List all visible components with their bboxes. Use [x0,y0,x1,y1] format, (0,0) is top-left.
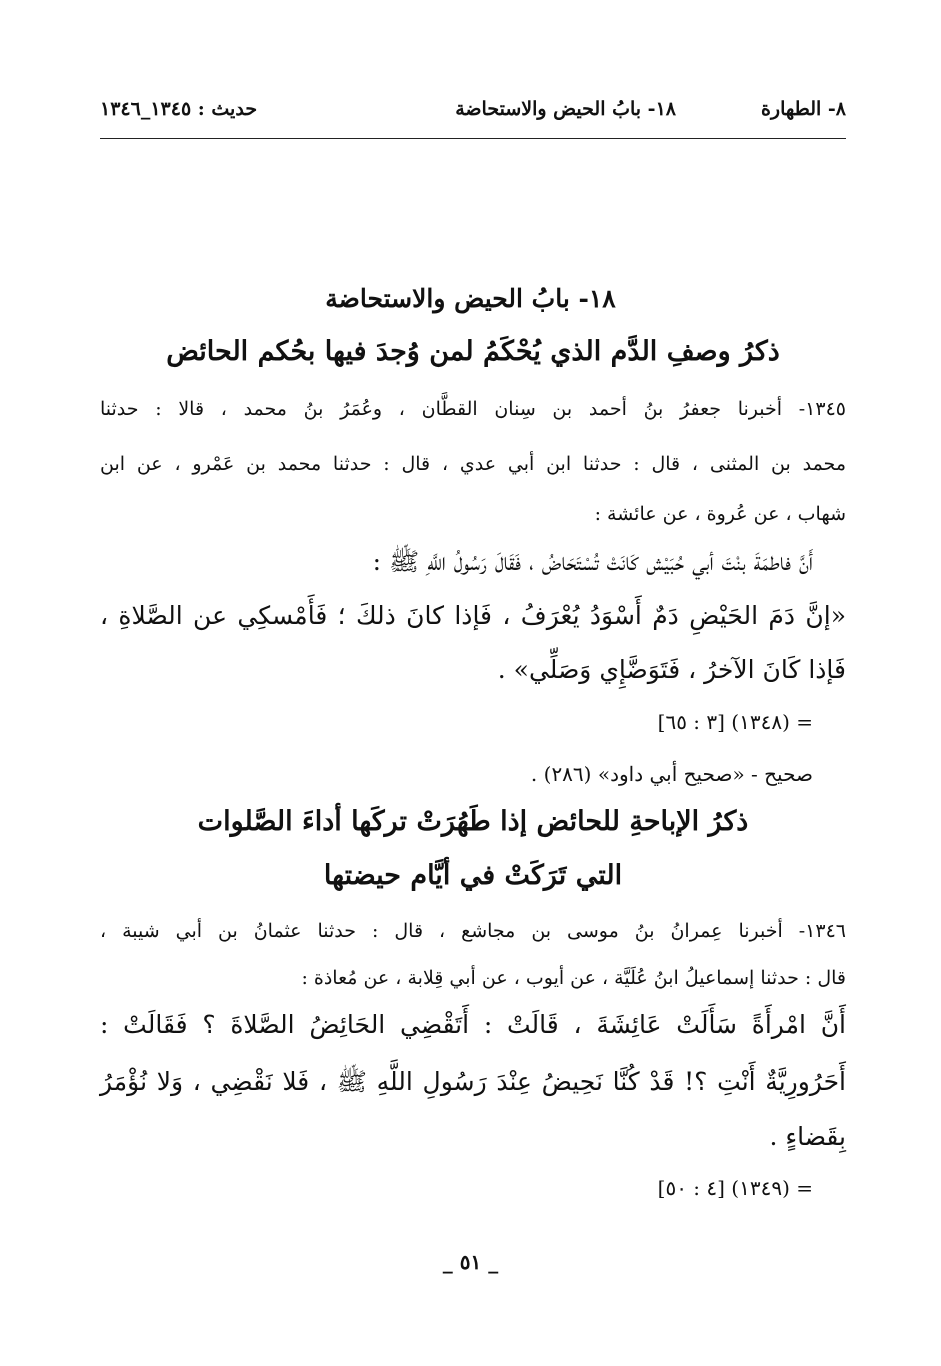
cross-reference-1346: = (١٣٤٩) [٤ : ٥٠] [657,1176,813,1200]
grading-1345: صحيح - «صحيح أبي داود» (٢٨٦) . [530,762,813,786]
matn-line-1346-1: أَنَّ امْرأَةً سَأَلَتْ عَائِشَةَ ، قَالَتْ : أَتَقْضِي الحَائِضُ الصَّلاةَ ؟ فَقَالَتْ : [100,1010,846,1039]
cross-reference-1345: = (١٣٤٨) [٣ : ٦٥] [657,710,813,734]
matn-line-1345-2: «إنَّ دَمَ الحَيْضِ دَمٌ أَسْوَدُ يُعْرَفُ ، فَإذا كانَ ذلكَ ؛ فَأَمْسكِي عن الصَّلاةِ ، [100,601,846,630]
isnad-line-1346-2: قال : حدثنا إسماعيلُ ابنُ عُلَيَّة ، عن أيوب ، عن أبي قِلابة ، عن مُعاذة : [301,967,846,989]
matn-line-1345-1: أَنَّ فاطمَةَ بنْتَ أبي حُبَيْش كَانَتْ تُسْتَحَاضُ ، فَقَالَ رَسُولُ اللَّهِ ﷺ : [372,547,813,576]
header-book-title: ٨- الطهارة [760,98,846,120]
header-divider [100,138,846,139]
header-hadith-range: حديث : ١٣٤٥_١٣٤٦ [100,98,258,120]
matn-line-1345-3: فَإذا كَانَ الآخرُ ، فَتَوَضَّإِي وَصَلِّي» . [497,655,846,684]
header-chapter-title: ١٨- بابُ الحيض والاستحاضة [455,98,676,120]
section-heading-2-line-2: التي تَرَكَتْ في أيَّام حيضتها [323,860,623,891]
isnad-line-1345-2: محمد بن المثنى ، قال : حدثنا ابن أبي عدي ، قال : حدثنا محمد بن عَمْرو ، عن ابن [100,453,846,475]
running-header [100,98,846,132]
matn-line-1346-2: أَحَرُورِيَّةٌ أَنْتِ ؟! قَدْ كُنَّا نَحِيضُ عِنْدَ رَسُولِ اللَّهِ ﷺ ، فَلا نَقْضِي ، وَلا نُؤْمَرُ [100,1067,846,1096]
chapter-title: ١٨- بابُ الحيض والاستحاضة [325,284,616,313]
page-number: _ ٥١ _ [442,1250,499,1274]
isnad-line-1345-3: شهاب ، عن عُروة ، عن عائشة : [594,503,846,525]
isnad-line-1345-1: ١٣٤٥- أخبرنا جعفرُ بنُ أحمد بن سِنان القطَّان ، وعُمَرُ بنُ محمد ، قالا : حدثنا [100,398,846,420]
section-heading-1: ذكرُ وصفِ الدَّم الذي يُحْكَمُ لمن وُجدَ فيها بحُكم الحائض [166,336,780,367]
isnad-line-1346-1: ١٣٤٦- أخبرنا عِمرانُ بنُ موسى بن مجاشع ، قال : حدثنا عثمانُ بن أبي شيبة ، [100,920,846,942]
matn-line-1346-3: بِقَضاءٍ . [769,1122,846,1151]
section-heading-2-line-1: ذكرُ الإباحةِ للحائض إذا طَهُرَتْ تركَها أداءَ الصَّلوات [197,806,749,837]
